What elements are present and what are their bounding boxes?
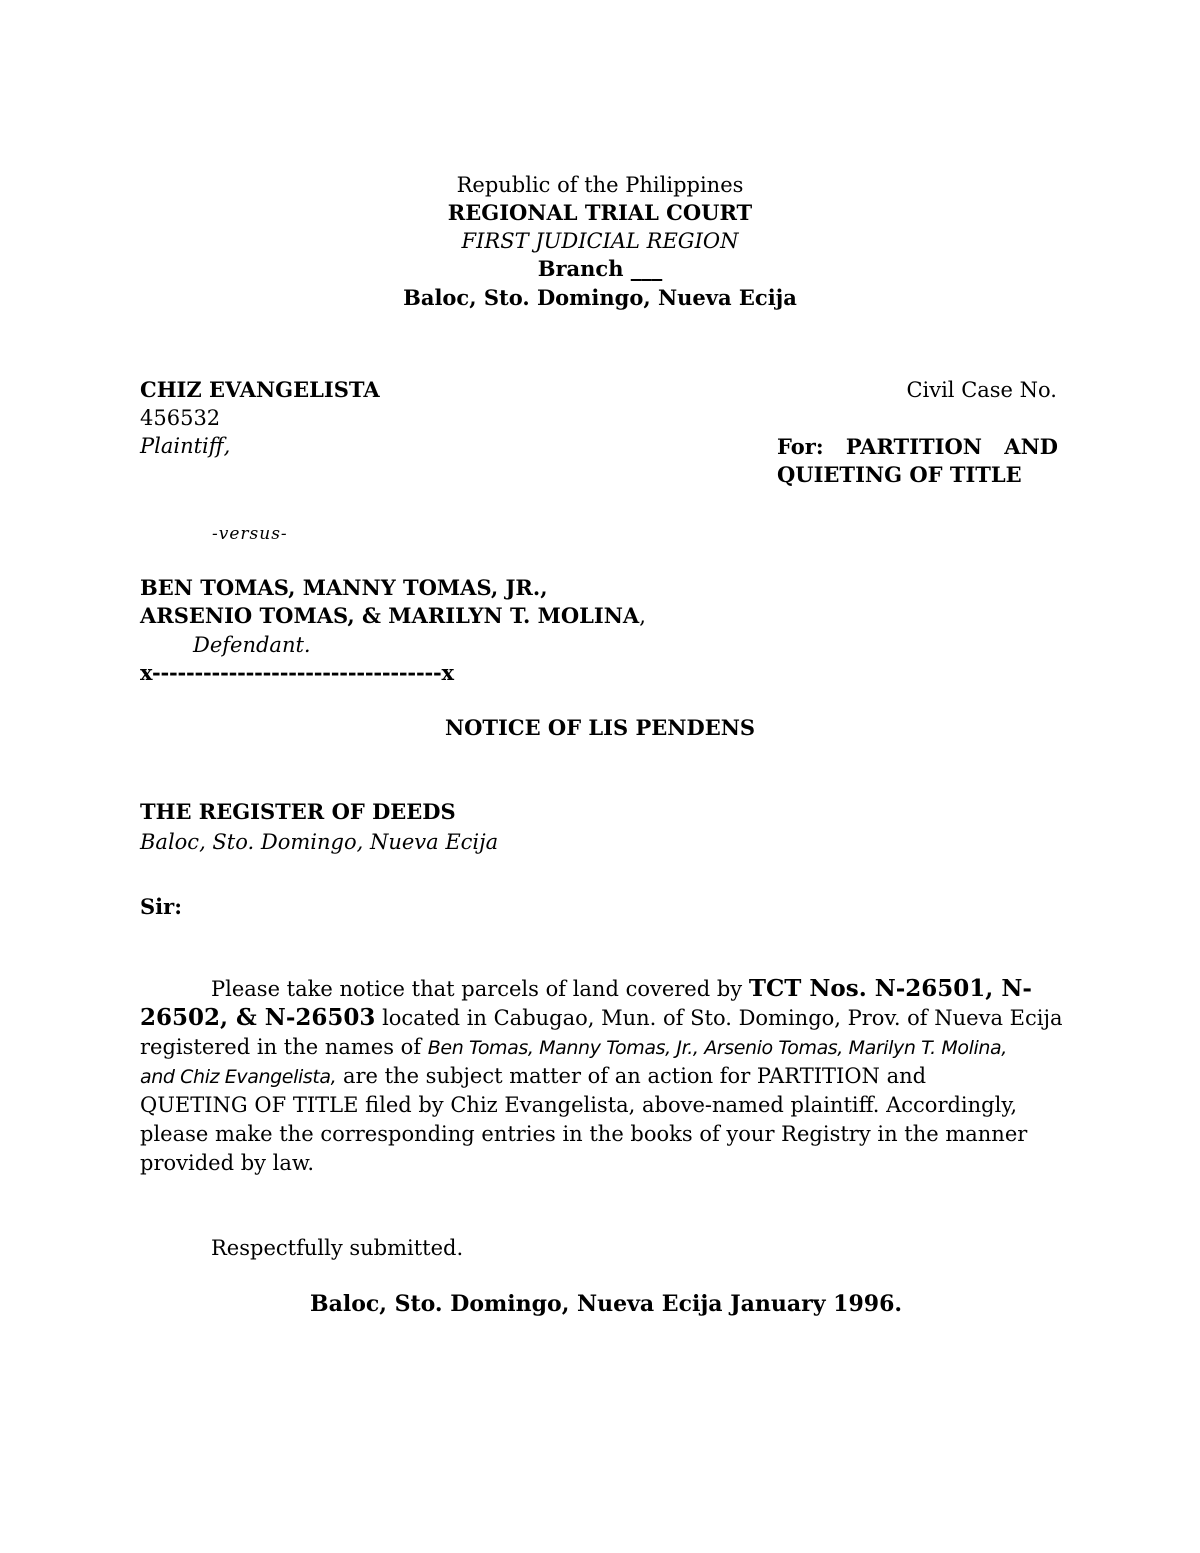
body-line bbox=[140, 1091, 1062, 1120]
for-label: For: bbox=[777, 434, 824, 459]
closing-line: Respectfully submitted. bbox=[211, 1236, 464, 1260]
body-text: QUETING OF TITLE filed by Chiz Evangelista, above-named plaintiff. Accordingly, bbox=[140, 1093, 1018, 1117]
defendants-line-1: BEN TOMAS, MANNY TOMAS, JR., bbox=[140, 575, 548, 600]
body-line bbox=[140, 1062, 1062, 1091]
body-text: are the subject matter of an action for PARTITION and bbox=[336, 1064, 927, 1088]
tct-numbers-cont: 26502, & N-26503 bbox=[140, 1004, 376, 1031]
defendant-role: Defendant. bbox=[193, 633, 311, 657]
for-and: AND bbox=[1004, 434, 1058, 459]
defendants-line-2-comma: , bbox=[639, 604, 646, 628]
defendants-line-2 bbox=[140, 602, 646, 630]
plaintiff-name: CHIZ EVANGELISTA bbox=[140, 377, 380, 402]
judicial-region: FIRST JUDICIAL REGION bbox=[461, 229, 739, 253]
plaintiff-role: Plaintiff, bbox=[140, 434, 231, 458]
addressee-name: THE REGISTER OF DEEDS bbox=[140, 799, 456, 824]
salutation: Sir: bbox=[140, 894, 182, 919]
court-name: REGIONAL TRIAL COURT bbox=[447, 200, 753, 225]
case-nature-line-2: QUIETING OF TITLE bbox=[777, 462, 1022, 487]
body-line bbox=[140, 1149, 1062, 1178]
body-line bbox=[140, 1120, 1062, 1149]
tct-numbers: TCT Nos. N-26501, N- bbox=[748, 975, 1032, 1002]
body-line bbox=[140, 975, 1062, 1004]
versus-label: -versus- bbox=[212, 524, 288, 544]
body-line bbox=[140, 1033, 1062, 1062]
caption-separator: x----------------------------------x bbox=[140, 660, 454, 685]
court-venue: Baloc, Sto. Domingo, Nueva Ecija bbox=[403, 285, 797, 310]
for-partition: PARTITION bbox=[845, 434, 982, 459]
body-text: provided by law. bbox=[140, 1151, 315, 1175]
place-and-date: Baloc, Sto. Domingo, Nueva Ecija January 1996. bbox=[310, 1291, 903, 1317]
body-text: located in Cabugao, Mun. of Sto. Domingo, Prov. of Nueva Ecija bbox=[375, 1006, 1063, 1030]
case-nature-line-1 bbox=[777, 433, 1058, 461]
case-nature bbox=[777, 433, 1058, 489]
registered-owners: Ben Tomas, Manny Tomas, Jr., Arsenio Tomas, Marilyn T. Molina, bbox=[427, 1037, 1007, 1059]
registered-owners-cont: and Chiz Evangelista, bbox=[140, 1066, 337, 1088]
plaintiff-number: 456532 bbox=[140, 406, 221, 430]
body-text: Please take notice that parcels of land covered by bbox=[211, 977, 749, 1001]
branch-line: Branch ___ bbox=[537, 256, 663, 281]
notice-body bbox=[140, 975, 1062, 1178]
addressee-location: Baloc, Sto. Domingo, Nueva Ecija bbox=[140, 830, 499, 854]
body-text: registered in the names of bbox=[140, 1035, 428, 1059]
body-text: please make the corresponding entries in the books of your Registry in the manner bbox=[140, 1122, 1028, 1146]
civil-case-number: Civil Case No. bbox=[906, 378, 1057, 402]
notice-title: NOTICE OF LIS PENDENS bbox=[444, 715, 756, 740]
body-line bbox=[140, 1004, 1062, 1033]
defendants-line-2-names: ARSENIO TOMAS, & MARILYN T. MOLINA bbox=[140, 603, 640, 628]
republic-line: Republic of the Philippines bbox=[456, 173, 744, 197]
